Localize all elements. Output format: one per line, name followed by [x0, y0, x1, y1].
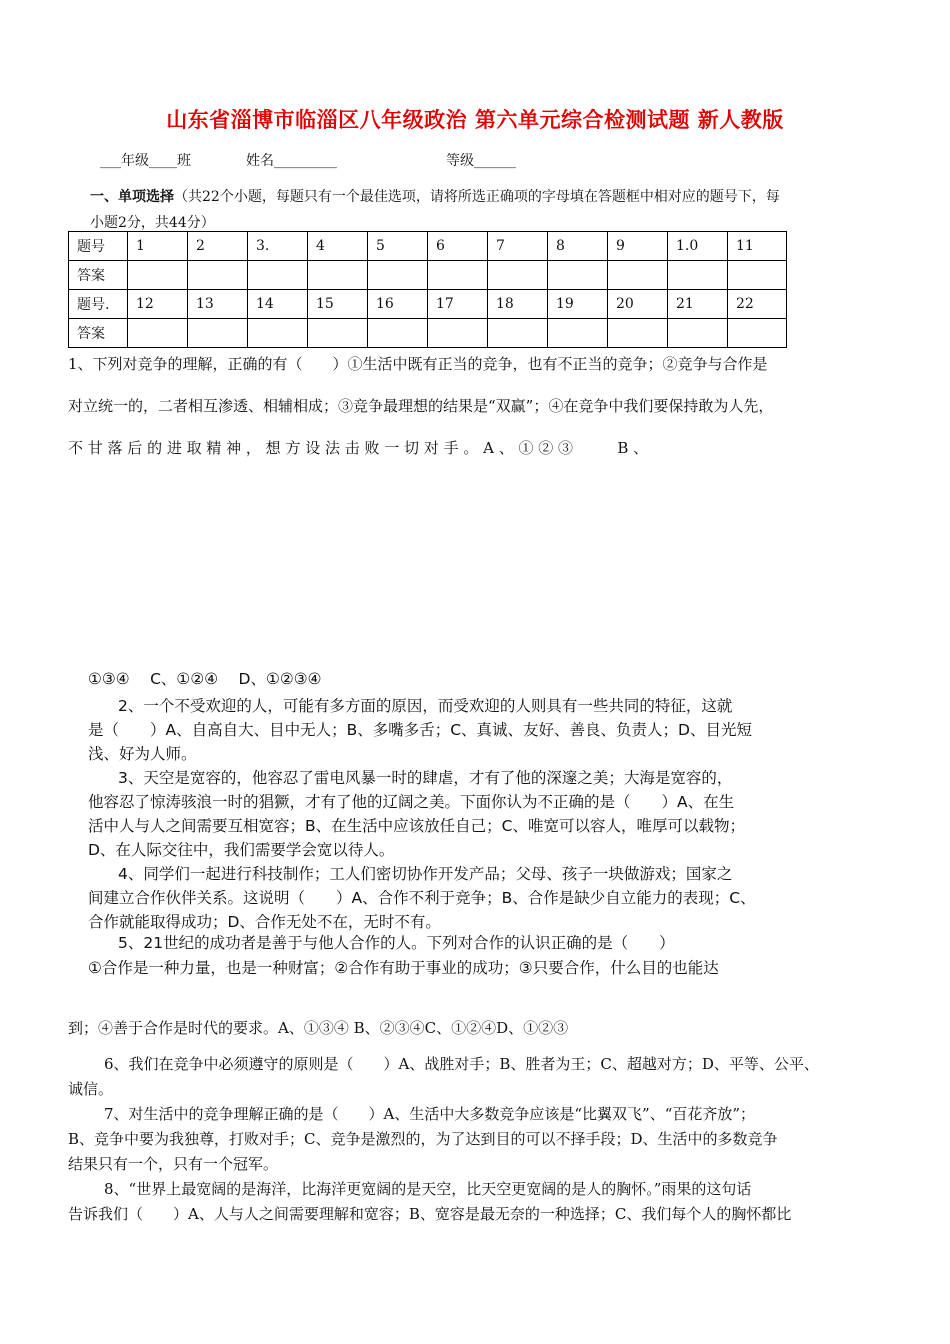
table-cell: 11	[728, 232, 787, 261]
table-row	[69, 290, 787, 319]
q1-line-4: ①③④ C、①②④ D、①②③④	[88, 670, 322, 688]
table-row-header: 题号	[69, 232, 128, 261]
table-cell: 12	[128, 290, 188, 319]
q8-line-2: 告诉我们（ ）A、人与人之间需要理解和宽容；B、宽容是最无奈的一种选择；C、我们每个人的胸怀都比	[68, 1205, 792, 1223]
q6-line-2: 诚信。	[68, 1080, 114, 1098]
table-cell[interactable]	[188, 319, 248, 348]
table-cell: 13	[188, 290, 248, 319]
name-field: 姓名_________	[246, 153, 337, 169]
table-cell[interactable]	[488, 261, 548, 290]
q3-line-2: 他容忍了惊涛骇浪一时的猖獗，才有了他的辽阔之美。下面你认为不正确的是（ ）A、在生	[88, 793, 735, 811]
table-cell[interactable]	[668, 261, 728, 290]
table-cell[interactable]	[428, 319, 488, 348]
table-cell[interactable]	[248, 261, 308, 290]
q2-line-2: 是（ ）A、自高自大、目中无人；B、多嘴多舌；C、真诚、友好、善良、负责人；D、目光短	[88, 721, 752, 739]
table-cell: 17	[428, 290, 488, 319]
table-cell[interactable]	[608, 261, 668, 290]
q3-line-4: D、在人际交往中，我们需要学会宽以待人。	[88, 841, 395, 859]
answer-table	[68, 231, 787, 348]
table-cell[interactable]	[428, 261, 488, 290]
q1-line-1: 1、下列对竞争的理解，正确的有（ ）①生活中既有正当的竞争，也有不正当的竞争；②竞争与合作是	[68, 355, 768, 373]
table-cell: 3.	[248, 232, 308, 261]
q2-line-1: 2、一个不受欢迎的人，可能有多方面的原因，而受欢迎的人则具有一些共同的特征，这就	[118, 697, 733, 715]
table-cell: 1	[128, 232, 188, 261]
table-row-header: 答案	[69, 261, 128, 290]
q1-line-2: 对立统一的，二者相互渗透、相辅相成；③竞争最理想的结果是“双赢”；④在竞争中我们要保持敢为人先，	[68, 397, 774, 415]
grade-class-field: ___年级____班	[100, 153, 191, 169]
q5-line-2: ①合作是一种力量，也是一种财富；②合作有助于事业的成功；③只要合作，什么目的也能达	[88, 959, 719, 977]
q4-line-1: 4、同学们一起进行科技制作；工人们密切协作开发产品；父母、孩子一块做游戏；国家之	[118, 865, 733, 883]
q7-line-2: B、竞争中要为我独尊，打败对手；C、竞争是激烈的，为了达到目的可以不择手段；D、生活中的多数竞争	[68, 1130, 778, 1148]
q5-line-1: 5、21世纪的成功者是善于与他人合作的人。下列对合作的认识正确的是（ ）	[118, 934, 675, 952]
table-row	[69, 232, 787, 261]
table-cell: 7	[488, 232, 548, 261]
table-cell: 1.0	[668, 232, 728, 261]
level-field: 等级______	[446, 153, 516, 169]
table-cell[interactable]	[248, 319, 308, 348]
table-row-header: 题号.	[69, 290, 128, 319]
table-cell: 2	[188, 232, 248, 261]
table-cell[interactable]	[488, 319, 548, 348]
table-cell[interactable]	[728, 261, 787, 290]
q5-line-3: 到；④善于合作是时代的要求。A、①③④ B、②③④C、①②④D、①②③	[68, 1019, 569, 1037]
table-cell: 6	[428, 232, 488, 261]
table-cell[interactable]	[548, 319, 608, 348]
q8-line-1: 8、“世界上最宽阔的是海洋，比海洋更宽阔的是天空，比天空更宽阔的是人的胸怀。”雨果的这句话	[104, 1180, 752, 1198]
table-cell[interactable]	[548, 261, 608, 290]
table-cell: 5	[368, 232, 428, 261]
section-instructions	[90, 184, 870, 236]
table-cell[interactable]	[368, 319, 428, 348]
q3-line-3: 活中人与人之间需要互相宽容；B、在生活中应该放任自己；C、唯宽可以容人，唯厚可以载物；	[88, 817, 745, 835]
table-cell[interactable]	[308, 319, 368, 348]
q7-line-3: 结果只有一个，只有一个冠军。	[68, 1155, 279, 1173]
section-heading: 一、单项选择	[90, 189, 174, 205]
table-cell: 21	[668, 290, 728, 319]
table-cell: 15	[308, 290, 368, 319]
q4-line-3: 合作就能取得成功；D、合作无处不在，无时不有。	[88, 913, 441, 931]
page-title: 山东省淄博市临淄区八年级政治 第六单元综合检测试题 新人教版	[166, 107, 784, 132]
table-cell: 19	[548, 290, 608, 319]
q7-line-1: 7、对生活中的竞争理解正确的是（ ）A、生活中大多数竞争应该是“比翼双飞”、“百花齐放”；	[104, 1105, 756, 1123]
table-row	[69, 261, 787, 290]
table-cell[interactable]	[728, 319, 787, 348]
instruction-line-1: （共22个小题，每题只有一个最佳选项，请将所选正确项的字母填在答题框中相对应的题号下，每	[174, 189, 780, 205]
q1-line-3: 不 甘 落 后 的 进 取 精 神 ， 想 方 设 法 击 败 一 切 对 手 。 A 、 ① ② ③ B 、	[68, 439, 649, 457]
instruction-line-2: 小题2分，共44分）	[90, 215, 215, 231]
table-cell: 16	[368, 290, 428, 319]
q4-line-2: 间建立合作伙伴关系。这说明（ ）A、合作不利于竞争；B、合作是缺少自立能力的表现；C、	[88, 889, 756, 907]
table-cell[interactable]	[668, 319, 728, 348]
table-row	[69, 319, 787, 348]
table-cell[interactable]	[608, 319, 668, 348]
table-cell: 4	[308, 232, 368, 261]
table-cell: 14	[248, 290, 308, 319]
q3-line-1: 3、天空是宽容的，他容忍了雷电风暴一时的肆虐，才有了他的深邃之美；大海是宽容的，	[118, 769, 733, 787]
table-cell: 8	[548, 232, 608, 261]
table-cell: 20	[608, 290, 668, 319]
table-cell: 9	[608, 232, 668, 261]
table-cell[interactable]	[128, 319, 188, 348]
table-cell[interactable]	[308, 261, 368, 290]
q6-line-1: 6、我们在竞争中必须遵守的原则是（ ）A、战胜对手；B、胜者为王；C、超越对方；D、平等、公平、	[104, 1055, 819, 1073]
table-cell: 18	[488, 290, 548, 319]
table-cell[interactable]	[368, 261, 428, 290]
table-cell: 22	[728, 290, 787, 319]
table-cell[interactable]	[188, 261, 248, 290]
table-row-header: 答案	[69, 319, 128, 348]
q2-line-3: 浅、好为人师。	[88, 745, 197, 763]
table-cell[interactable]	[128, 261, 188, 290]
